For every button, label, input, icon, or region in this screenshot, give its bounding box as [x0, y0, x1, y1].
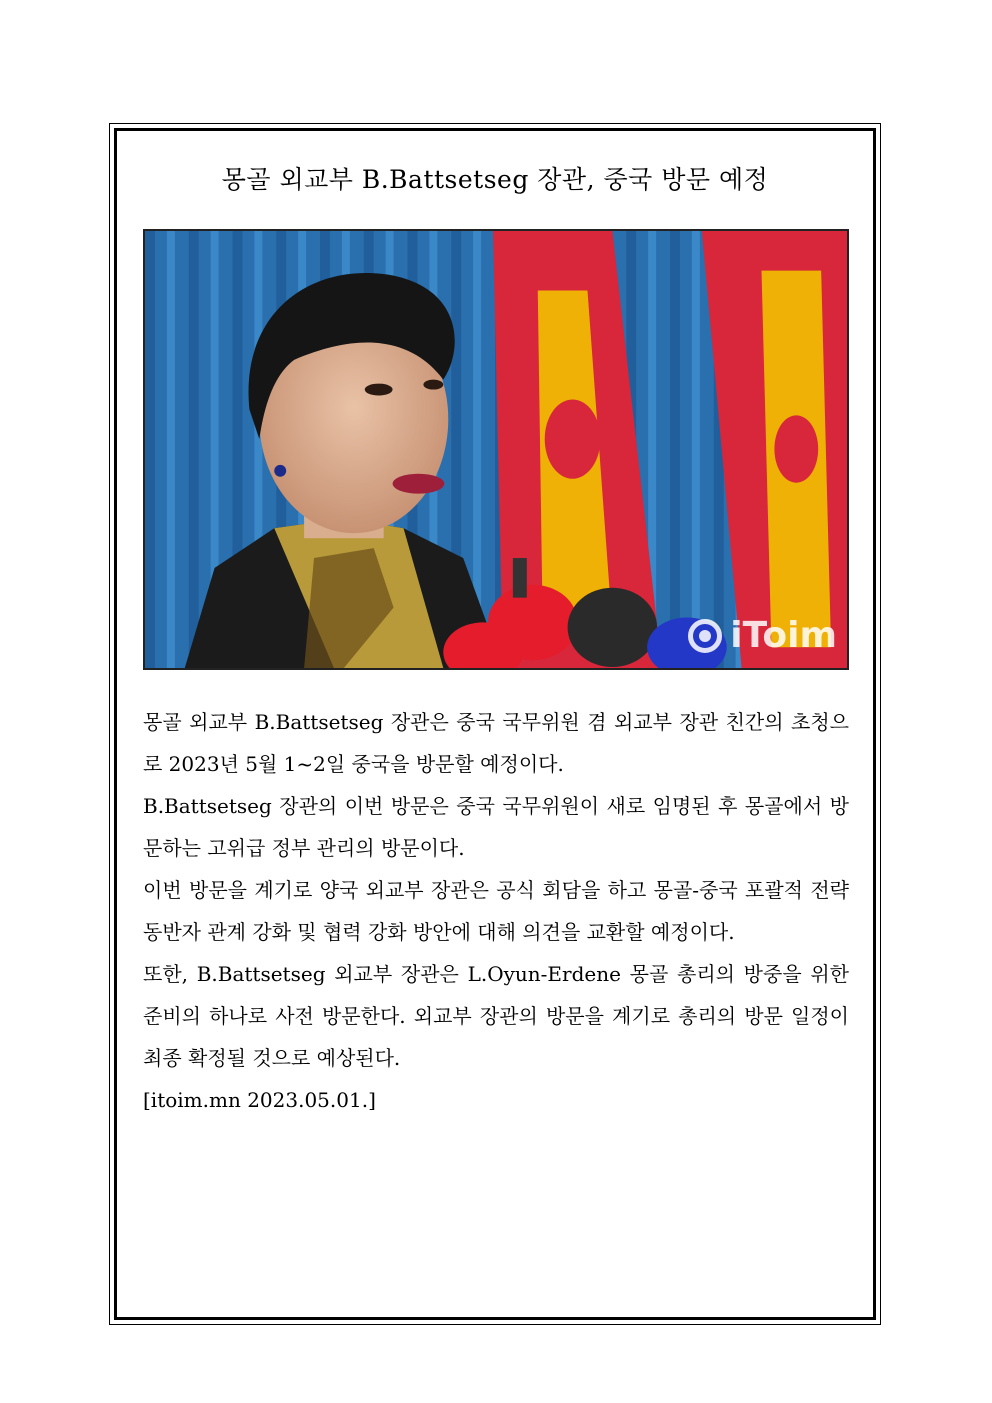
article-source: [itoim.mn 2023.05.01.]	[143, 1088, 376, 1112]
paragraph-2: B.Battsetseg 장관의 이번 방문은 중국 국무위원이 새로 임명된 후 몽골에서 방문하는 고위급 정부 관리의 방문이다.	[143, 794, 849, 860]
watermark-text: iToim	[730, 615, 837, 656]
article-photo	[143, 229, 849, 670]
watermark-icon	[688, 619, 722, 653]
paragraph-3: 이번 방문을 계기로 양국 외교부 장관은 공식 회담을 하고 몽골-중국 포괄적 전략 동반자 관계 강화 및 협력 강화 방안에 대해 의견을 교환할 예정이다.	[143, 878, 849, 944]
paragraph-4: 또한, B.Battsetseg 외교부 장관은 L.Oyun-Erdene 몽골 총리의 방중을 위한 준비의 하나로 사전 방문한다. 외교부 장관의 방문을 계기로 총리의 방문 일정이 최종 확정될 것으로 예상된다.	[143, 962, 849, 1070]
article-title: 몽골 외교부 B.Battsetseg 장관, 중국 방문 예정	[221, 165, 769, 194]
article-body	[143, 701, 849, 1121]
watermark-logo	[688, 615, 837, 656]
photo-illustration	[145, 231, 847, 668]
paragraph-1: 몽골 외교부 B.Battsetseg 장관은 중국 국무위원 겸 외교부 장관 친간의 초청으로 2023년 5월 1~2일 중국을 방문할 예정이다.	[143, 710, 849, 776]
